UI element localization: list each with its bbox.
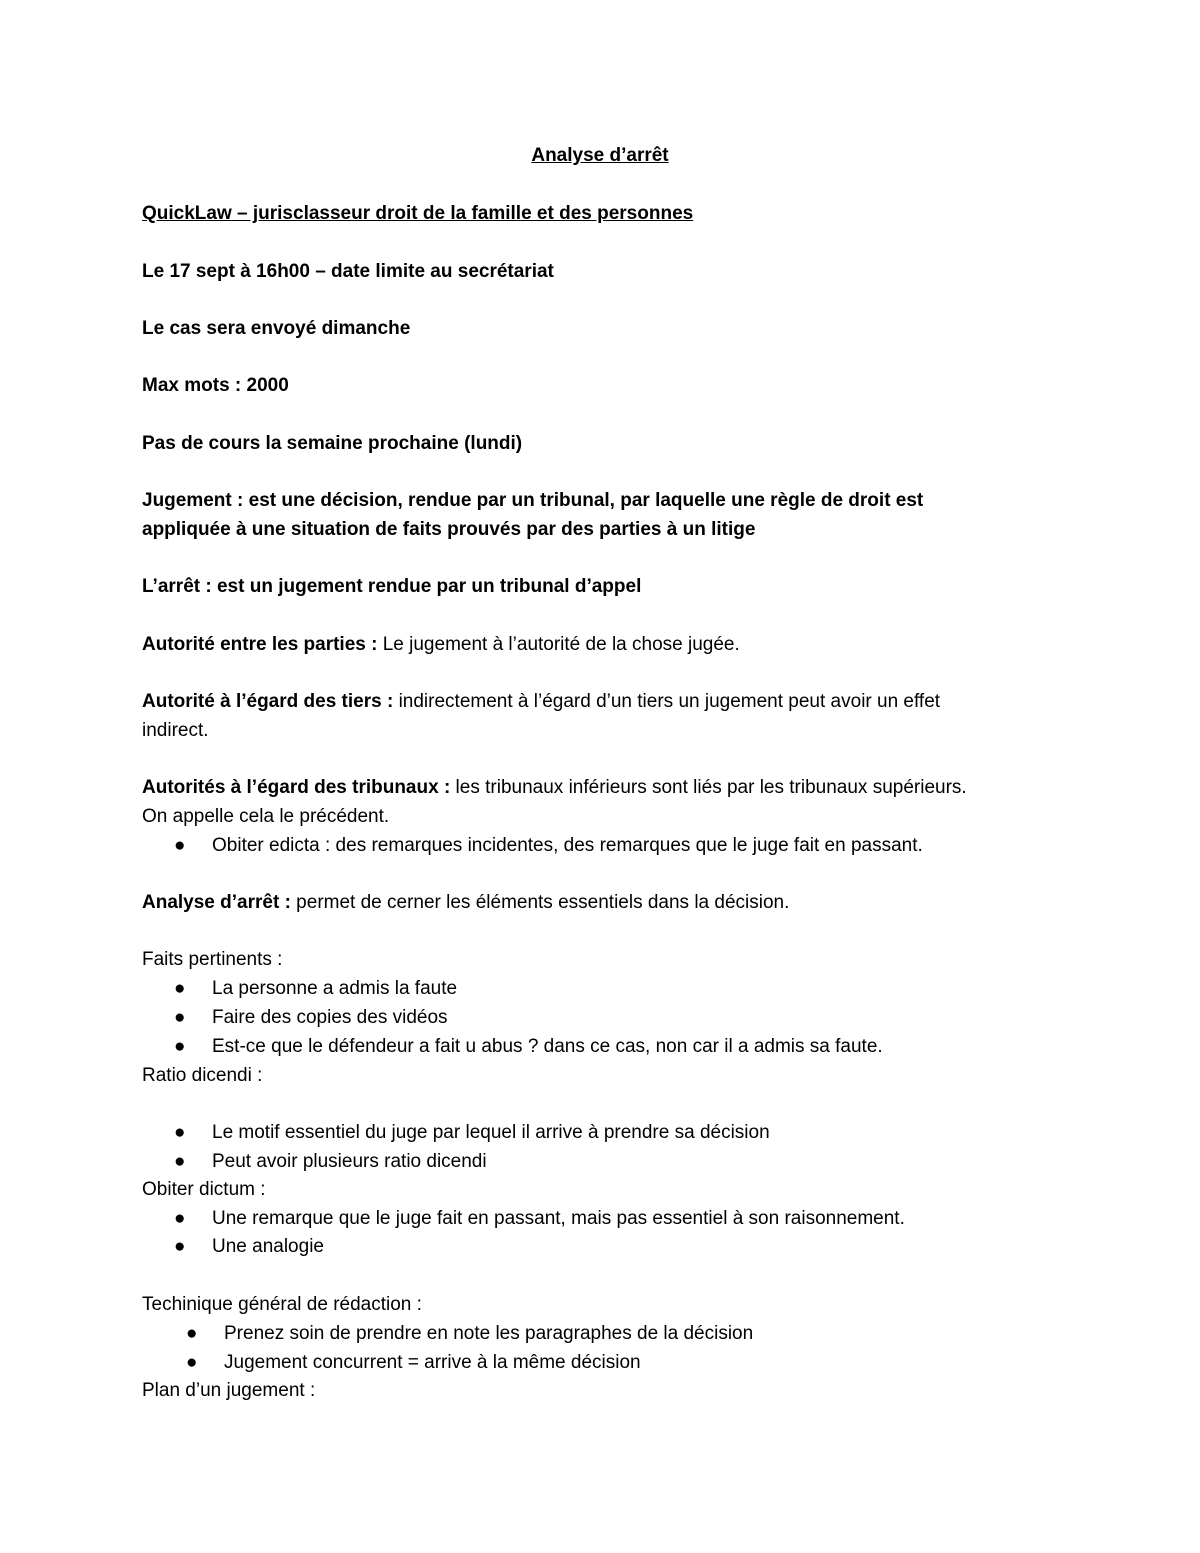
- document-title: Analyse d’arrêt: [531, 145, 669, 166]
- ratio-item: Le motif essentiel du juge par lequel il arrive à prendre sa décision: [212, 1122, 770, 1143]
- no-class-line: Pas de cours la semaine prochaine (lundi): [142, 433, 523, 454]
- autorite-parties-paragraph: [142, 631, 740, 659]
- bullet-icon: ●: [174, 1151, 186, 1172]
- bullet-icon: ●: [174, 835, 186, 856]
- bullet-icon: ●: [174, 1122, 186, 1143]
- faits-item: Faire des copies des vidéos: [212, 1007, 448, 1028]
- obiter-item: Une remarque que le juge fait en passant, mais pas essentiel à son raisonnement.: [212, 1208, 905, 1229]
- bullet-icon: ●: [174, 1208, 186, 1229]
- bullet-icon: ●: [174, 1036, 186, 1057]
- analyse-label: Analyse d’arrêt :: [142, 892, 291, 913]
- faits-item: La personne a admis la faute: [212, 978, 458, 999]
- technique-item: Jugement concurrent = arrive à la même décision: [224, 1352, 641, 1373]
- autorite-tiers-label: Autorité à l’égard des tiers :: [142, 691, 394, 712]
- autorite-tribunaux-cont: On appelle cela le précédent.: [142, 806, 390, 827]
- autorite-tiers-paragraph: [142, 688, 940, 716]
- jugement-definition: Jugement : est une décision, rendue par un tribunal, par laquelle une règle de droit est: [142, 490, 924, 511]
- ratio-heading: Ratio dicendi :: [142, 1065, 263, 1086]
- max-words-line: Max mots : 2000: [142, 375, 289, 396]
- autorite-tiers-text: indirectement à l’égard d’un tiers un jugement peut avoir un effet: [393, 691, 941, 712]
- obiter-item: Une analogie: [212, 1236, 324, 1257]
- arret-definition: L’arrêt : est un jugement rendue par un tribunal d’appel: [142, 576, 642, 597]
- case-sent-line: Le cas sera envoyé dimanche: [142, 318, 411, 339]
- bullet-icon: ●: [186, 1352, 198, 1373]
- obiter-edicta-item: Obiter edicta : des remarques incidentes, des remarques que le juge fait en passant.: [212, 835, 923, 856]
- autorite-tribunaux-paragraph: [142, 774, 967, 802]
- deadline-line: Le 17 sept à 16h00 – date limite au secrétariat: [142, 261, 554, 282]
- autorite-tiers-cont: indirect.: [142, 720, 209, 741]
- bullet-icon: ●: [174, 978, 186, 999]
- analyse-text: permet de cerner les éléments essentiels dans la décision.: [290, 892, 790, 913]
- faits-item: Est-ce que le défendeur a fait u abus ? dans ce cas, non car il a admis sa faute.: [212, 1036, 883, 1057]
- bullet-icon: ●: [174, 1007, 186, 1028]
- technique-heading: Techinique général de rédaction :: [142, 1294, 422, 1315]
- jugement-definition-cont: appliquée à une situation de faits prouvés par des parties à un litige: [142, 519, 756, 540]
- obiter-heading: Obiter dictum :: [142, 1179, 266, 1200]
- bullet-icon: ●: [186, 1323, 198, 1344]
- ratio-item: Peut avoir plusieurs ratio dicendi: [212, 1151, 487, 1172]
- analyse-paragraph: [142, 889, 789, 917]
- bullet-icon: ●: [174, 1236, 186, 1257]
- plan-heading: Plan d’un jugement :: [142, 1380, 316, 1401]
- autorite-parties-label: Autorité entre les parties :: [142, 634, 378, 655]
- autorite-tribunaux-text: les tribunaux inférieurs sont liés par les tribunaux supérieurs.: [450, 777, 967, 798]
- autorite-tribunaux-label: Autorités à l’égard des tribunaux :: [142, 777, 451, 798]
- technique-item: Prenez soin de prendre en note les paragraphes de la décision: [224, 1323, 754, 1344]
- course-resource-line: QuickLaw – jurisclasseur droit de la famille et des personnes: [142, 203, 694, 224]
- autorite-parties-text: Le jugement à l’autorité de la chose jugée.: [377, 634, 740, 655]
- faits-heading: Faits pertinents :: [142, 949, 283, 970]
